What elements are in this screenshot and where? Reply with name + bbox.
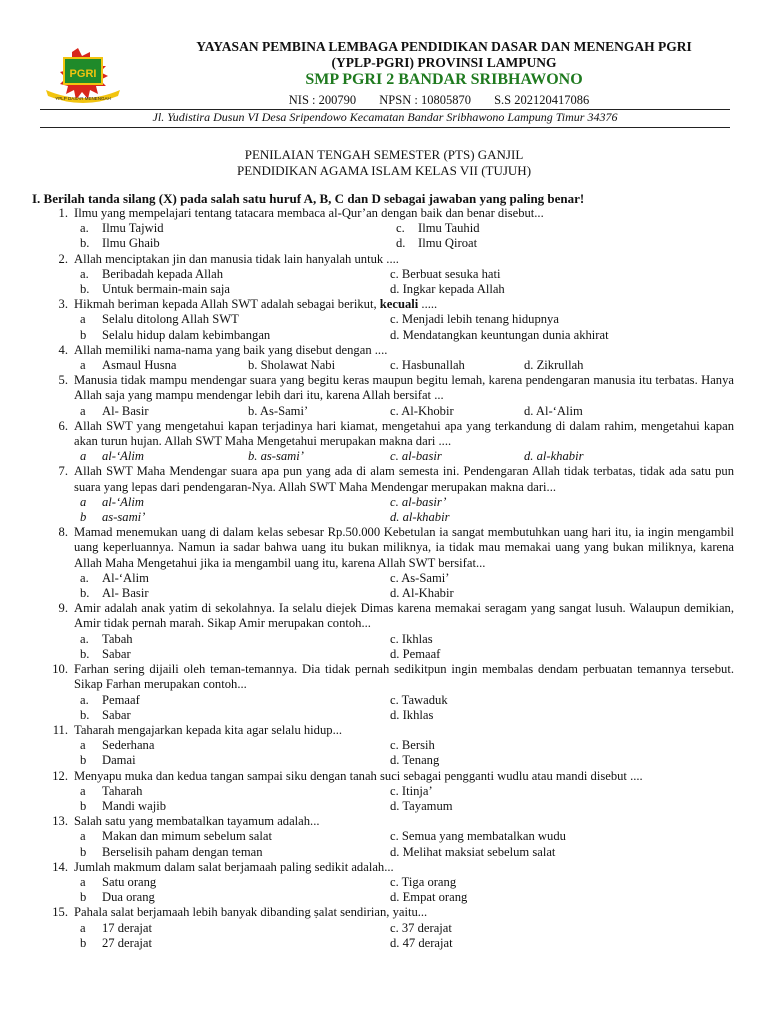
question-item [48,723,734,769]
option-letter: a. [80,266,89,281]
question-text: Allah memiliki nama-nama yang baik yang disebut dengan .... [74,342,388,357]
answer-option [390,312,760,327]
option-text: b. Sholawat Nabi [248,358,336,373]
answer-option [74,890,390,905]
answer-option [74,312,390,327]
option-text: c. Itinja’ [390,783,433,798]
answer-options [48,921,734,951]
answer-option [390,510,760,525]
answer-option [248,404,390,419]
option-text: Pemaaf [102,692,140,707]
question-item [48,297,734,343]
answer-option [74,784,390,799]
option-letter: b. [80,282,90,297]
question-number: 4. [58,342,68,357]
question-text: Hikmah beriman kepada Allah SWT adalah sebagai berikut, kecuali ..... [74,297,438,312]
exam-title: PENILAIAN TENGAH SEMESTER (PTS) GANJIL [244,147,524,162]
answer-option [74,571,390,586]
question-text: Allah SWT Maha Mendengar suara apa pun yang ada di alam semesta ini. Pendengaran Allah tidak terbatas, tidak ada satu pun suara yang lepas dari pendengaran-Nya. Allah SWT Maha Mendengar merupakan makna dari... [74,464,734,494]
answer-option [74,510,390,525]
school-address: Jl. Yudistira Dusun VI Desa Sripendowo Kecamatan Bandar Sribhawono Lampung Timur 34376 [152,110,618,124]
answer-option [390,449,524,464]
question-item [48,601,734,662]
answer-option [390,708,760,723]
option-letter: a [80,738,86,753]
answer-option [390,738,760,753]
question-number: 6. [58,418,68,433]
question-text: Jumlah makmum dalam salat berjamaah paling sedikit adalah... [74,859,394,874]
option-letter: d. [396,236,406,251]
answer-option [390,936,760,951]
option-text: d. Melihat maksiat sebelum salat [390,844,556,859]
question-text: Pahala salat berjamaah lebih banyak dibanding ṣalat sendirian, yaitu... [74,905,428,920]
answer-option [248,449,390,464]
option-text: d. Ikhlas [390,707,434,722]
question-number: 3. [58,297,68,312]
option-letter: a [80,874,86,889]
question-text: Manusia tidak mampu mendengar suara yang begitu keras maupun begitu lemah, karena pendengaran manusia itu terbatas. Hanya Allah saja yang mampu mendengar lebih dari itu, karena Allah bersifat ... [74,373,734,403]
question-text: Mamad menemukan uang di dalam kelas sebesar Rp.50.000 Kebetulan ia sangat membutuhkan uang hari itu, ia ingin mengambil uang keperluannya. Namun ia sadar bahwa uang itu bukan miliknya, ia tidak mau memakai uang yang bukan miliknya, karena Allah Maha Mengetahui jika ia mengambil uang itu, karena Allah SWT bersifat... [74,525,734,570]
question-number: 9. [58,601,68,616]
question-text: Salah satu yang membatalkan tayamum adalah... [74,814,320,829]
answer-option [390,799,760,814]
answer-option [74,647,390,662]
option-letter: a [80,829,86,844]
answer-option [248,358,390,373]
option-letter: b [80,890,87,905]
question-text: Amir adalah anak yatim di sekolahnya. Ia selalu diejek Dimas karena memakai seragam yang sangat lusuh. Walaupun demikian, Amir tidak pernah marah. Sikap Amir merupakan contoh... [74,601,734,631]
answer-option [524,449,760,464]
answer-options [48,312,734,342]
answer-option [74,586,390,601]
option-text: c. Semua yang membatalkan wudu [390,829,566,844]
question-text: Allah SWT yang mengetahui kapan terjadinya hari kiamat, mengetahui apa yang terkandung di dalam rahim, mengetahui kapan akan turun hujan. Allah SWT Maha Mengetahui merupakan makna dari .... [74,418,734,449]
option-letter: b. [80,646,90,661]
answer-option [74,404,248,419]
answer-options [48,875,734,905]
answer-option [74,753,390,768]
option-text: Ilmu Qiroat [418,236,478,251]
question-item [48,419,734,465]
answer-option [390,632,760,647]
option-text: Ilmu Tajwid [102,221,164,236]
option-letter: b [80,844,87,859]
answer-option [390,753,760,768]
option-text: 27 derajat [102,935,152,950]
option-letter: a. [80,570,89,585]
option-letter: a. [80,221,89,236]
option-letter: a [80,494,87,509]
option-letter: a [80,403,86,418]
option-text: Damai [102,753,136,768]
question-item [48,662,734,723]
question-item [48,464,734,525]
option-text: Selalu ditolong Allah SWT [102,312,239,327]
answer-option [74,236,390,251]
option-text: al-‘Alim [102,449,144,464]
answer-options [48,358,734,373]
question-item [48,252,734,298]
answer-option [74,267,390,282]
option-letter: b [80,753,87,768]
question-number: 14. [52,859,68,874]
answer-option [390,571,760,586]
answer-option [74,221,390,236]
option-letter: b. [80,236,90,251]
option-text: d. Empat orang [390,890,468,905]
option-letter: b [80,935,87,950]
option-letter: a [80,920,86,935]
answer-options [48,449,734,464]
question-item [48,206,734,252]
answer-option [390,495,760,510]
answer-option [390,784,760,799]
option-letter: b. [80,707,90,722]
nis: NIS : 200790 [288,93,357,107]
option-text: Al-‘Alim [102,570,149,585]
answer-option [390,221,760,236]
answer-option [390,282,760,297]
answer-options [48,267,734,297]
answer-options [48,404,734,419]
question-item [48,860,734,906]
option-text: d. Al-Khabir [390,586,454,601]
option-text: c. al-basir’ [390,494,447,509]
answer-option [74,845,390,860]
answer-option [74,632,390,647]
answer-option [390,358,524,373]
question-text: Allah menciptakan jin dan manusia tidak lain hanyalah untuk .... [74,251,399,266]
answer-option [74,358,248,373]
option-text: Makan dan mimum sebelum salat [102,829,272,844]
question-item [48,769,734,815]
school-name: SMP PGRI 2 BANDAR SRIBHAWONO [305,71,583,88]
question-number: 11. [52,722,68,737]
option-text: c. Hasbunallah [390,358,465,373]
exam-subject: PENDIDIKAN AGAMA ISLAM KELAS VII (TUJUH) [236,163,532,178]
question-item [48,525,734,601]
question-number: 13. [52,814,68,829]
option-text: c. As-Sami’ [390,570,450,585]
question-emphasis: kecuali [379,297,419,312]
question-text: Farhan sering dijaili oleh teman-temannya. Dia tidak pernah sedikitpun ingin membalas dendam perbuatan temannya tersebut. Sikap Farhan merupakan contoh... [74,662,734,692]
answer-option [74,282,390,297]
question-number: 5. [58,373,68,388]
answer-options [48,221,734,251]
question-number: 12. [52,768,68,783]
option-text: as-sami’ [102,510,146,525]
option-text: c. 37 derajat [390,920,452,935]
option-text: Berselisih paham dengan teman [102,844,263,859]
option-letter: a [80,783,86,798]
answer-option [390,890,760,905]
question-list [48,206,734,951]
answer-option [390,921,760,936]
answer-option [74,921,390,936]
ss-number: S.S 202120417086 [494,93,590,107]
option-text: Untuk bermain-main saja [102,282,230,297]
answer-option [524,358,760,373]
option-text: Al- Basir [102,403,149,418]
option-text: d. Zikrullah [524,358,584,373]
option-text: Ilmu Tauhid [418,221,480,236]
option-text: d. Tenang [390,753,440,768]
answer-option [74,829,390,844]
question-item [48,905,734,951]
option-letter: b. [80,586,90,601]
option-text: Satu orang [102,874,157,889]
answer-option [390,267,760,282]
option-letter: a. [80,692,89,707]
option-letter: b [80,510,87,525]
option-text: b. as-sami’ [248,449,304,464]
answer-option [390,845,760,860]
option-letter: a. [80,631,89,646]
answer-option [74,693,390,708]
option-text: d. al-khabir [390,510,450,525]
option-text: d. 47 derajat [390,935,453,950]
province-name: (YPLP-PGRI) PROVINSI LAMPUNG [331,55,557,70]
answer-options [48,495,734,525]
answer-option [390,647,760,662]
option-text: Taharah [102,783,143,798]
option-text: d. Mendatangkan keuntungan dunia akhirat [390,327,609,342]
option-text: Sabar [102,646,131,661]
answer-option [390,693,760,708]
option-letter: a [80,449,87,464]
instruction: I. Berilah tanda silang (X) pada salah satu huruf A, B, C dan D sebagai jawaban yang paling benar! [32,191,585,206]
option-text: Sabar [102,707,131,722]
answer-option [524,404,760,419]
answer-option [390,586,760,601]
option-text: al-‘Alim [102,494,144,509]
option-letter: a [80,358,86,373]
option-text: c. Menjadi lebih tenang hidupnya [390,312,559,327]
option-text: Dua orang [102,890,155,905]
answer-option [390,328,760,343]
option-text: Beribadah kepada Allah [102,266,223,281]
option-text: Tabah [102,631,133,646]
question-item [48,814,734,860]
option-text: c. Bersih [390,738,435,753]
answer-option [74,738,390,753]
question-text: Menyapu muka dan kedua tangan sampai siku dengan tanah suci sebagai pengganti wudlu atau mandi disebut .... [74,768,643,783]
option-text: d. Ingkar kepada Allah [390,282,505,297]
school-ids [0,93,768,108]
question-number: 7. [58,464,68,479]
answer-option [390,829,760,844]
question-number: 15. [52,905,68,920]
answer-options [48,738,734,768]
option-text: Mandi wajib [102,798,167,813]
option-text: d. Pemaaf [390,646,441,661]
option-letter: a [80,312,86,327]
option-text: c. Al-Khobir [390,403,454,418]
answer-option [74,495,390,510]
option-text: c. Tawaduk [390,692,448,707]
question-number: 2. [58,251,68,266]
option-text: c. Berbuat sesuka hati [390,266,501,281]
answer-option [74,936,390,951]
option-text: b. As-Sami’ [248,403,309,418]
question-number: 10. [52,662,68,677]
answer-option [390,236,760,251]
foundation-name: YAYASAN PEMBINA LEMBAGA PENDIDIKAN DASAR DAN MENENGAH PGRI [196,39,692,54]
question-text: Ilmu yang mempelajari tentang tatacara membaca al-Qur’an dengan baik dan benar disebut... [74,206,544,220]
question-text: Taharah mengajarkan kepada kita agar selalu hidup... [74,722,343,737]
answer-option [390,404,524,419]
answer-options [48,571,734,601]
option-letter: b [80,327,87,342]
option-text: c. al-basir [390,449,442,464]
question-number: 8. [58,525,68,540]
answer-options [48,829,734,859]
answer-options [48,693,734,723]
option-text: Asmaul Husna [102,358,177,373]
answer-option [74,875,390,890]
option-text: c. Ikhlas [390,631,433,646]
option-letter: b [80,798,87,813]
option-letter: c. [396,221,405,236]
option-text: d. Al-‘Alim [524,403,583,418]
question-item [48,373,734,419]
answer-options [48,632,734,662]
option-text: 17 derajat [102,920,152,935]
npsn: NPSN : 10805870 [379,93,471,107]
answer-option [74,708,390,723]
option-text: Selalu hidup dalam kebimbangan [102,327,271,342]
option-text: d. al-khabir [524,449,584,464]
option-text: d. Tayamum [390,798,453,813]
answer-option [74,449,248,464]
question-item [48,343,734,373]
question-number: 1. [58,206,68,220]
logo-text: PGRI [69,68,97,80]
answer-option [390,875,760,890]
logo-ribbon: YPLP DASAR MENENGAH [55,96,111,101]
header-divider-bottom [40,127,730,128]
option-text: c. Tiga orang [390,874,457,889]
answer-option [74,328,390,343]
option-text: Sederhana [102,738,155,753]
answer-option [74,799,390,814]
option-text: Ilmu Ghaib [102,236,160,251]
answer-options [48,784,734,814]
option-text: Al- Basir [102,586,149,601]
